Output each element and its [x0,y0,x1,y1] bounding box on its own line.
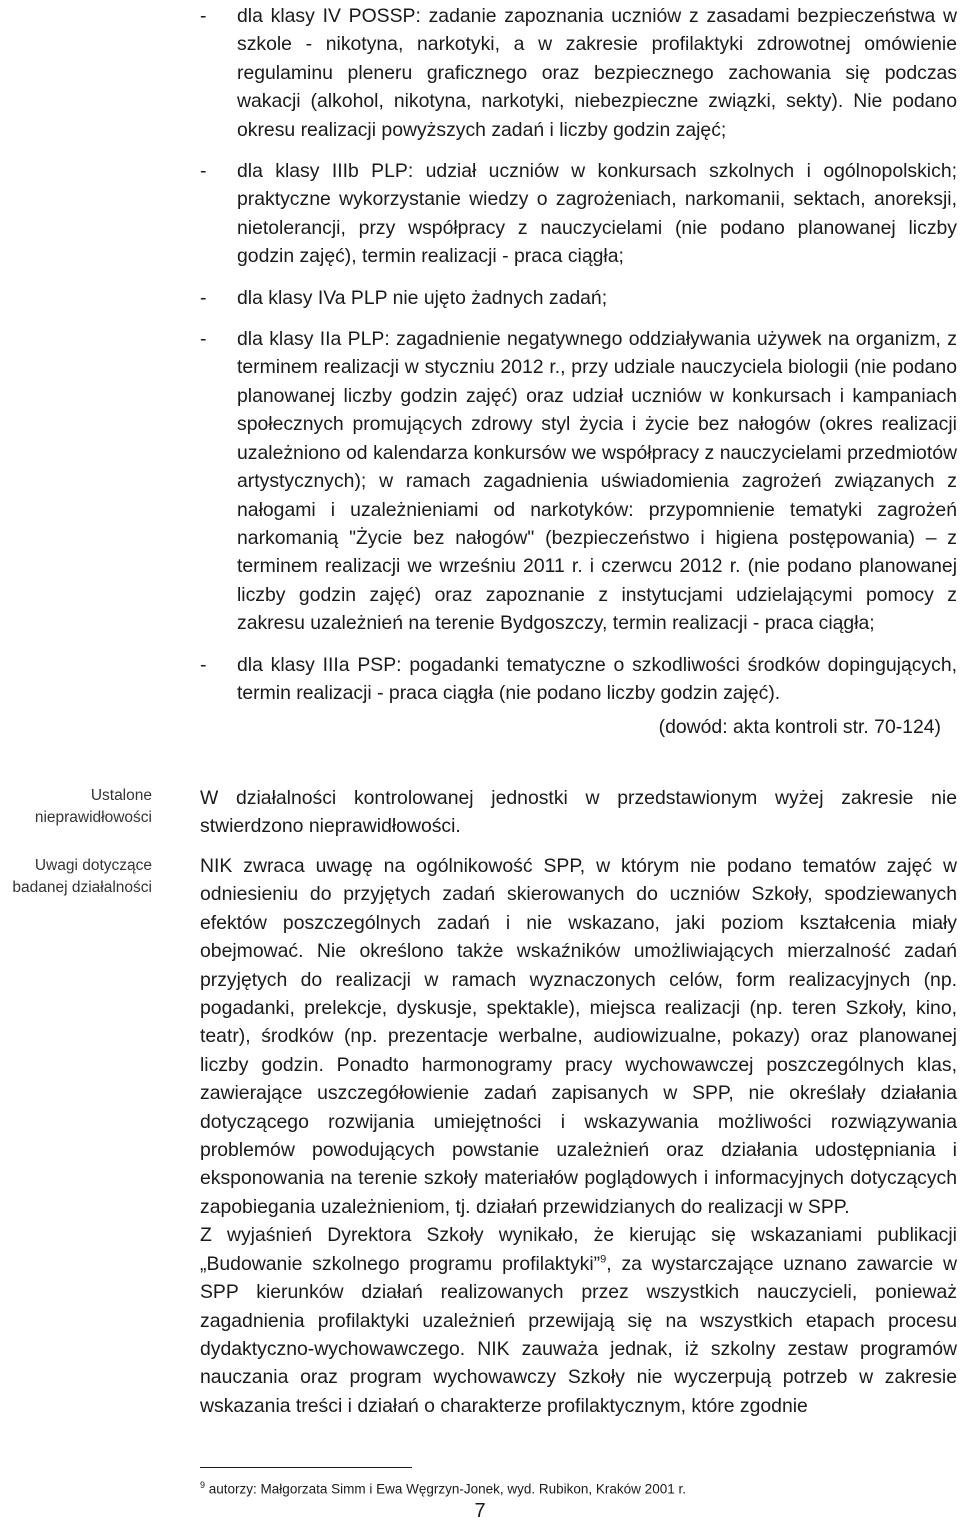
list-dash: - [200,286,207,309]
list-item [200,325,957,637]
list-item-text: dla klasy IV POSSP: zadanie zapoznania uczniów z zasadami bezpieczeństwa w szkole - nikotyna, narkotyki, a w zakresie profilaktyki zdrowotnej omówienie regulaminu pleneru graficznego oraz bezpiecznego zachowania się podczas wakacji (alkohol, nikotyna, narkotyki, niebezpieczne związki, sekty). Nie podano okresu realizacji powyższych zadań i liczby godzin zajęć; [237,5,957,141]
list-dash: - [200,653,207,676]
remarks-paragraph-1: NIK zwraca uwagę na ogólnikowość SPP, w którym nie podano tematów zajęć w odniesieniu do przyjętych zadań skierowanych do uczniów Szkoły, spodziewanych efektów poszczególnych zadań i nie wskazano, jaki poziom kształcenia miały obejmować. Nie określono także wskaźników umożliwiających mierzalność zadań przyjętych do realizacji w ramach wyznaczonych celów, form realizacyjnych (np. pogadanki, prelekcje, dyskusje, spektakle), miejsca realizacji (np. teren Szkoły, kino, teatr), środków (np. prezentacje werbalne, audiowizualne, pokazy) oraz planowanej liczby godzin. Ponadto harmonogramy pracy wychowawczej poszczególnych klas, zawierające uszczegółowienie zadań zapisanych w SPP, nie określały działania dotyczącego rozwijania umiejętności i wskazywania możliwości rozwiązywania problemów powodujących powstanie uzależnień oraz działania udostępniania i eksponowania na terenie szkoły materiałów poglądowych i informacyjnych dotyczących zapobiegania uzależnieniom, tj. działań przewidzianych do realizacji w SPP. [200,855,957,1218]
top-list [200,2,957,742]
findings-section [200,784,957,841]
list-item [200,284,957,312]
remarks-text-after: , za wystarczające uznano zawarcie w SPP kierunków działań realizowanych przez wszystkich nauczycieli, ponieważ zagadnienia profilaktyki uzależnień przewijają się na wszystkich etapach procesu dydaktyczno-wychowawczego. NIK zauważa jednak, iż szkolny zestaw programów nauczania oraz program wychowawczy Szkoły nie wyczerpują potrzeb w zakresie wskazania treści i działań o charakterze profilaktycznym, które zgodnie [200,1252,957,1417]
footnote [200,1476,686,1499]
list-dash: - [200,328,207,351]
page-number: 7 [474,1500,486,1522]
evidence-note: (dowód: akta kontroli str. 70-124) [658,716,941,739]
list-item-text: dla klasy IVa PLP nie ujęto żadnych zadań; [237,286,608,309]
footnote-mark: 9 [200,1480,206,1490]
footnote-reference: 9 [600,1253,607,1266]
margin-note-findings: Ustalone nieprawidłowości [34,787,152,826]
list-item-text: dla klasy IIIb PLP: udział uczniów w konkursach szkolnych i ogólnopolskich; praktyczne wykorzystanie wiedzy o zagrożeniach, narkomanii, sektach, anoreksji, nietolerancji, przy współpracy z nauczycielami (nie podano planowanej liczby godzin zajęć), termin realizacji - praca ciągła; [237,160,957,268]
footnote-separator [200,1467,412,1468]
list-dash: - [200,5,207,27]
remarks-text-before: Z wyjaśnień Dyrektora Szkoły wynikało, że kierując się wskazaniami publikacji „Budowanie szkolnego programu profilaktyki” [200,1224,957,1275]
list-item-text: dla klasy IIa PLP: zagadnienie negatywnego oddziaływania używek na organizm, z terminem realizacji w styczniu 2012 r., przy udziale nauczyciela biologii (nie podano planowanej liczby godzin zajęć) oraz udział uczniów w konkursach i kampaniach społecznych promujących zdrowy styl życia i życie bez nałogów (okres realizacji uzależniono od kalendarza konkursów we współpracy z nauczycielami przedmiotów artystycznych); w ramach zagadnienia uświadomienia zagrożeń związanych z nałogami i uzależnieniami od narkotyków: przypomnienie tematyki zagrożeń narkomanią "Życie bez nałogów" (bezpieczeństwo i higiena postępowania) – z terminem realizacji we wrześniu 2011 r. i czerwcu 2012 r. (nie podano planowanej liczby godzin zajęć) oraz zapoznanie z instytucjami udzielającymi pomocy z zakresu uzależnień na terenie Bydgoszczy, termin realizacji - praca ciągła; [237,328,957,635]
margin-note-remarks: Uwagi dotyczące badanej działalności [12,857,152,896]
findings-text: W działalności kontrolowanej jednostki w przedstawionym wyżej zakresie nie stwierdzono nieprawidłowości. [200,787,957,838]
list-dash: - [200,160,207,183]
list-item [200,2,957,144]
list-item-text: dla klasy IIIa PSP: pogadanki tematyczne o szkodliwości środków dopingujących, termin realizacji - praca ciągła (nie podano liczby godzin zajęć). [237,653,957,704]
list-item [200,651,957,708]
remarks-paragraph-2 [200,1221,957,1420]
remarks-section [200,852,957,1420]
list-item [200,157,957,271]
footnote-text: autorzy: Małgorzata Simm i Ewa Węgrzyn-Jonek, wyd. Rubikon, Kraków 2001 r. [208,1481,686,1497]
